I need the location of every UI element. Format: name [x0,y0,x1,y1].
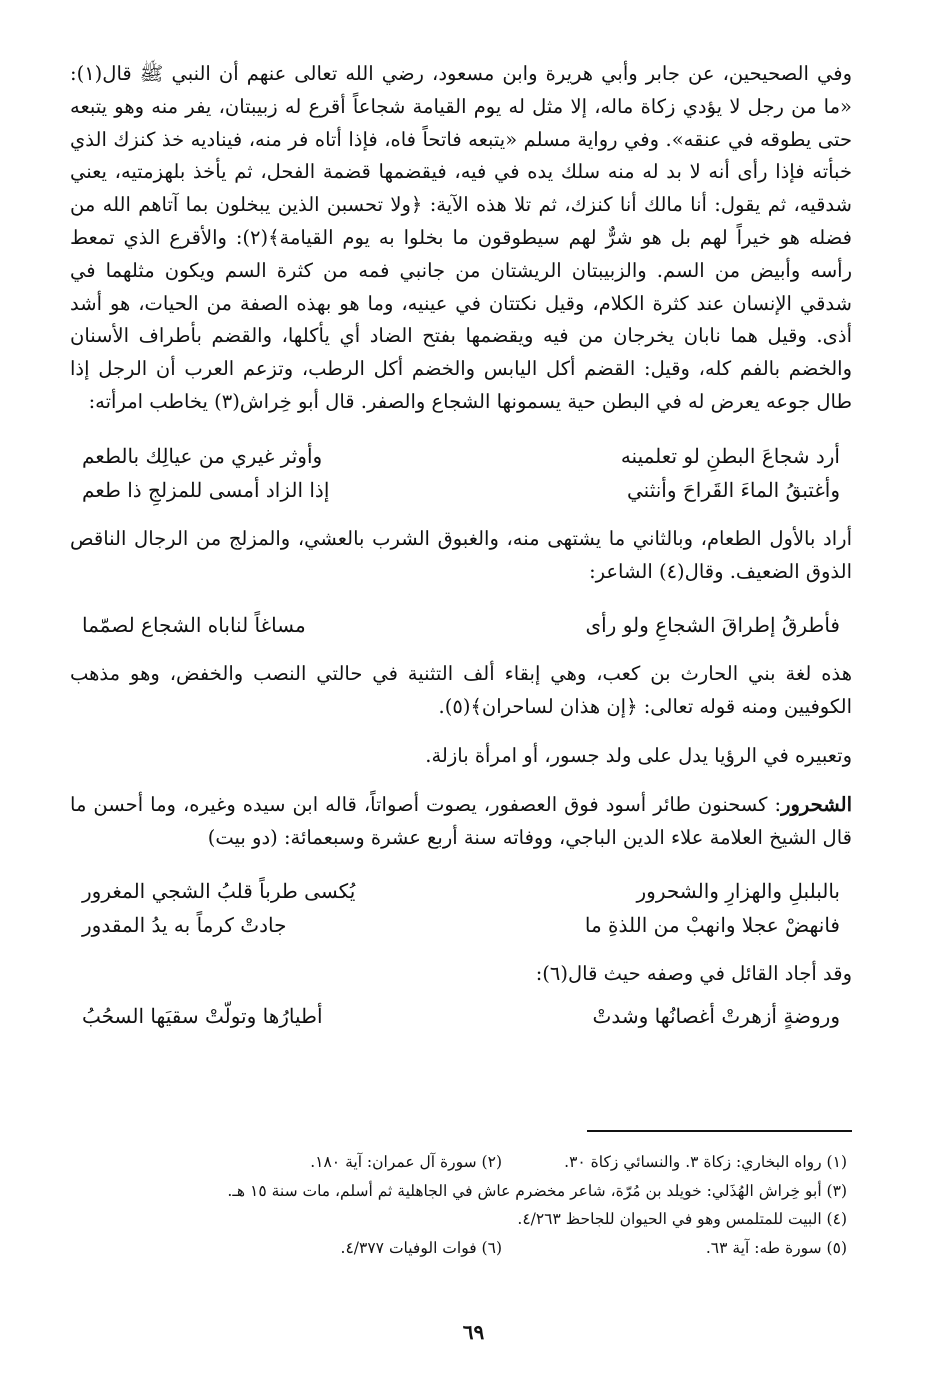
footnote-5: (٥) سورة طه: آية ٦٣. [705,1238,847,1257]
verse-line [70,473,852,507]
paragraph-3: هذه لغة بني الحارث بن كعب، وهي إبقاء ألف التثنية في حالتي النصب والخفض، وهو مذهب الكوفيين ومنه قوله تعالى: ﴿إن هذان لساحران﴾(٥). [70,662,852,719]
poem-1 [70,439,852,507]
poem-4 [70,999,852,1033]
page-body [70,58,852,1049]
entry-text: : كسحنون طائر أسود فوق العصفور، يصوت أصواتاً، قاله ابن سيده وغيره، وما أحسن ما قال الشيخ العلامة علاء الدين الباجي، ووفاته سنة أربع عشرة وسبعمائة: (دو بيت) [70,792,852,849]
verse-hemistich-left: أطيارُها وتولّتْ سقيَها السحُبُ [82,1004,323,1029]
verse-hemistich-left: إذا الزاد أمسى للمزلجِ ذا طعم [82,477,330,502]
footnote-divider [587,1130,852,1132]
entry-heading: الشحرور [781,792,852,816]
footnotes [80,1148,847,1262]
verse-hemistich-right: وأغتبقُ الماءَ القَراحَ وأنثني [627,477,840,502]
verse-hemistich-left: يُكسى طرباً قلبُ الشجي المغرور [82,879,356,904]
verse-hemistich-right: وروضةٍ أزهرتْ أغصانُها وشدتْ [592,1004,840,1029]
verse-hemistich-left: وأوثر غيري من عيالِك بالطعم [82,443,323,468]
paragraph-6: وقد أجاد القائل في وصفه حيث قال(٦): [535,962,852,986]
paragraph-2: أراد بالأول الطعام، وبالثاني ما يشتهى منه، والغبوق الشرب بالعشي، والمزلج من الرجال الناقص الذوق الضعيف. وقال(٤) الشاعر: [70,526,852,583]
verse-hemistich-left: جادتْ كرماً به يدُ المقدور [82,913,287,938]
footnote-4: (٤) البيت للمتلمس وهو في الحيوان للجاحظ ٤/٢٦٣. [517,1210,847,1228]
poem-3 [70,874,852,942]
verse-hemistich-right: بالبلبلِ والهزارِ والشحرور [636,879,840,904]
verse-hemistich-right: أرد شجاعَ البطنِ لو تعلمينه [620,443,840,468]
footnote-2: (٢) سورة آل عمران: آية ١٨٠. [310,1153,502,1171]
paragraph-4: وتعبيره في الرؤيا يدل على ولد جسور، أو امرأة بازلة. [425,743,852,767]
footnote-1: (١) رواه البخاري: زكاة ٣. والنسائي زكاة ٣٠. [564,1153,847,1171]
verse-line [70,874,852,908]
poem-2 [70,608,852,642]
verse-hemistich-right: فأطرقُ إطراقَ الشجاعِ ولو رأى [585,613,840,638]
verse-line [70,908,852,942]
verse-hemistich-left: مساغاً لناباه الشجاع لصمّما [82,613,306,638]
footnote-row [80,1234,847,1263]
verse-hemistich-right: فانهضْ عجلا وانهبْ من اللذةِ ما [584,913,840,938]
verse-line [70,999,852,1033]
verse-line [70,608,852,642]
footnote-6: (٦) فوات الوفيات ٤/٣٧٧. [340,1238,502,1257]
verse-line [70,439,852,473]
paragraph-1: وفي الصحيحين، عن جابر وأبي هريرة وابن مسعود، رضي الله تعالى عنهم أن النبي ﷺ قال(١): «ما من رجل لا يؤدي زكاة ماله، إلا مثل له يوم القيامة شجاعاً أقرع له زبيبتان، يفر منه وهو يتبعه حتى يطوقه في عنقه». وفي رواية مسلم «يتبعه فاتحاً فاه، فإذا أتاه فر منه، فيناديه خذ كنزك الذي خبأته فإذا رأى أنه لا بد له منه سلك يده في فيه، فيقضمها قضمة الفحل، ثم يأخذ بلهزمتيه، يعني شدقيه، ثم يقول: أنا مالك أنا كنزك، ثم تلا هذه الآية: ﴿ولا تحسبن الذين يبخلون بما آتاهم الله من فضله هو خيراً لهم بل هو شرٌّ لهم سيطوقون ما بخلوا به يوم القيامة﴾(٢): والأقرع الذي تمعط رأسه وأبيض من السم. والزبيبتان الريشتان من جانبي فمه من كثرة السم ويكون مثلهما في شدقي الإنسان عند كثرة الكلام، وقيل نكتتان في عينيه، وما هو بهذه الصفة من الحيات، هو أشد أذى. وقيل هما نابان يخرجان من فيه ويقضمها بفتح الضاد أي يأكلها، والقضم بأطراف الأسنان والخضم بالفم كله، وقيل: القضم أكل اليابس والخضم أكل الرطب، وتزعم العرب أن الرجل إذا طال جوعه يعرض له في البطن حية يسمونها الشجاع والصفر. قال أبو خِراش(٣) يخاطب امرأته: [70,62,852,413]
footnote-row [80,1148,847,1177]
page-number: ٦٩ [462,1320,485,1344]
paragraph-5 [70,789,852,855]
footnote-3: (٣) أبو خِراش الهُذَلي: خويلد بن مُرّة، شاعر مخضرم عاش في الجاهلية ثم أسلم، مات سنة ١٥ هـ. [227,1181,847,1200]
